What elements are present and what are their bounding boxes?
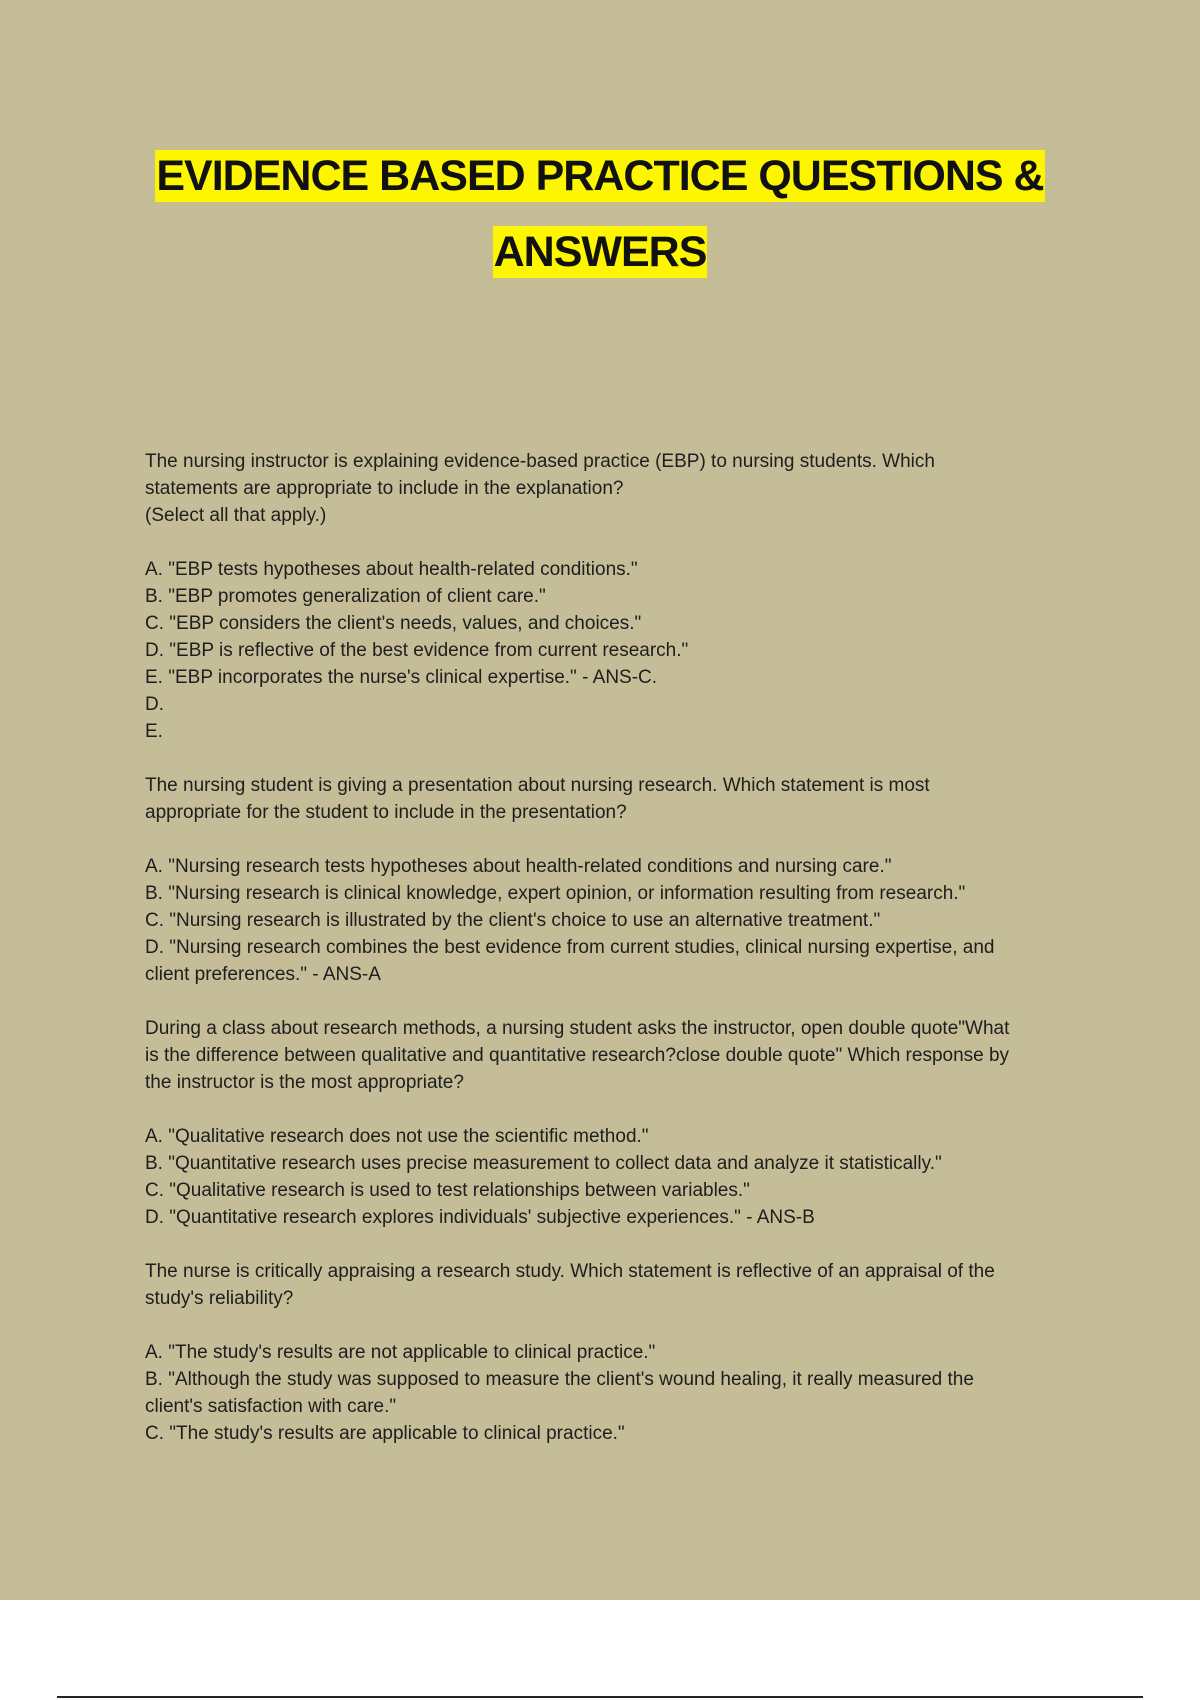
stem-line: During a class about research methods, a nursing student asks the instructor, open double quote"What bbox=[145, 1018, 1010, 1039]
question-4-stem bbox=[145, 1258, 1095, 1312]
option-line: A. "EBP tests hypotheses about health-related conditions." bbox=[145, 559, 638, 580]
document-title bbox=[0, 145, 1200, 297]
option-line: D. bbox=[145, 694, 164, 715]
title-highlight-1: EVIDENCE BASED PRACTICE QUESTIONS & bbox=[156, 152, 1044, 200]
title-line-2 bbox=[0, 221, 1200, 297]
question-4-options bbox=[145, 1339, 1095, 1447]
option-line: C. "The study's results are applicable to clinical practice." bbox=[145, 1423, 625, 1444]
question-3 bbox=[145, 1015, 1095, 1231]
title-highlight-2: ANSWERS bbox=[493, 228, 707, 276]
stem-line: the instructor is the most appropriate? bbox=[145, 1072, 464, 1093]
question-1 bbox=[145, 448, 1095, 745]
question-2-stem bbox=[145, 772, 1095, 826]
stem-line: The nursing instructor is explaining evidence-based practice (EBP) to nursing students. Which bbox=[145, 451, 935, 472]
stem-line: (Select all that apply.) bbox=[145, 505, 327, 526]
stem-line: The nursing student is giving a presentation about nursing research. Which statement is most bbox=[145, 775, 930, 796]
option-line: A. "Qualitative research does not use the scientific method." bbox=[145, 1126, 649, 1147]
option-line: D. "Nursing research combines the best evidence from current studies, clinical nursing expertise, and bbox=[145, 937, 995, 958]
question-3-stem bbox=[145, 1015, 1095, 1096]
option-line: B. "Although the study was supposed to measure the client's wound healing, it really measured the bbox=[145, 1369, 974, 1390]
option-line-answer: D. "Quantitative research explores individuals' subjective experiences." - ANS-B bbox=[145, 1207, 815, 1228]
question-4 bbox=[145, 1258, 1095, 1447]
question-2 bbox=[145, 772, 1095, 988]
option-line: A. "Nursing research tests hypotheses about health-related conditions and nursing care." bbox=[145, 856, 892, 877]
questions-body bbox=[145, 448, 1095, 1474]
option-line-answer: E. "EBP incorporates the nurse's clinical expertise." - ANS-C. bbox=[145, 667, 658, 688]
stem-line: The nurse is critically appraising a research study. Which statement is reflective of an appraisal of the bbox=[145, 1261, 995, 1282]
question-1-options bbox=[145, 556, 1095, 745]
option-line: client's satisfaction with care." bbox=[145, 1396, 397, 1417]
option-line: C. "Nursing research is illustrated by the client's choice to use an alternative treatment." bbox=[145, 910, 881, 931]
question-3-options bbox=[145, 1123, 1095, 1231]
question-2-options bbox=[145, 853, 1095, 988]
option-line-answer: client preferences." - ANS-A bbox=[145, 964, 381, 985]
footer-divider bbox=[57, 1696, 1143, 1698]
stem-line: statements are appropriate to include in the explanation? bbox=[145, 478, 624, 499]
option-line: A. "The study's results are not applicable to clinical practice." bbox=[145, 1342, 656, 1363]
stem-line: study's reliability? bbox=[145, 1288, 294, 1309]
stem-line: appropriate for the student to include in the presentation? bbox=[145, 802, 627, 823]
option-line: B. "Nursing research is clinical knowledge, expert opinion, or information resulting from research." bbox=[145, 883, 966, 904]
option-line: E. bbox=[145, 721, 163, 742]
question-1-stem bbox=[145, 448, 1095, 529]
title-line-1 bbox=[0, 145, 1200, 221]
option-line: C. "EBP considers the client's needs, values, and choices." bbox=[145, 613, 642, 634]
stem-line: is the difference between qualitative and quantitative research?close double quote" Which response by bbox=[145, 1045, 1010, 1066]
option-line: D. "EBP is reflective of the best evidence from current research." bbox=[145, 640, 689, 661]
option-line: C. "Qualitative research is used to test relationships between variables." bbox=[145, 1180, 750, 1201]
option-line: B. "EBP promotes generalization of client care." bbox=[145, 586, 546, 607]
option-line: B. "Quantitative research uses precise measurement to collect data and analyze it statistically." bbox=[145, 1153, 942, 1174]
